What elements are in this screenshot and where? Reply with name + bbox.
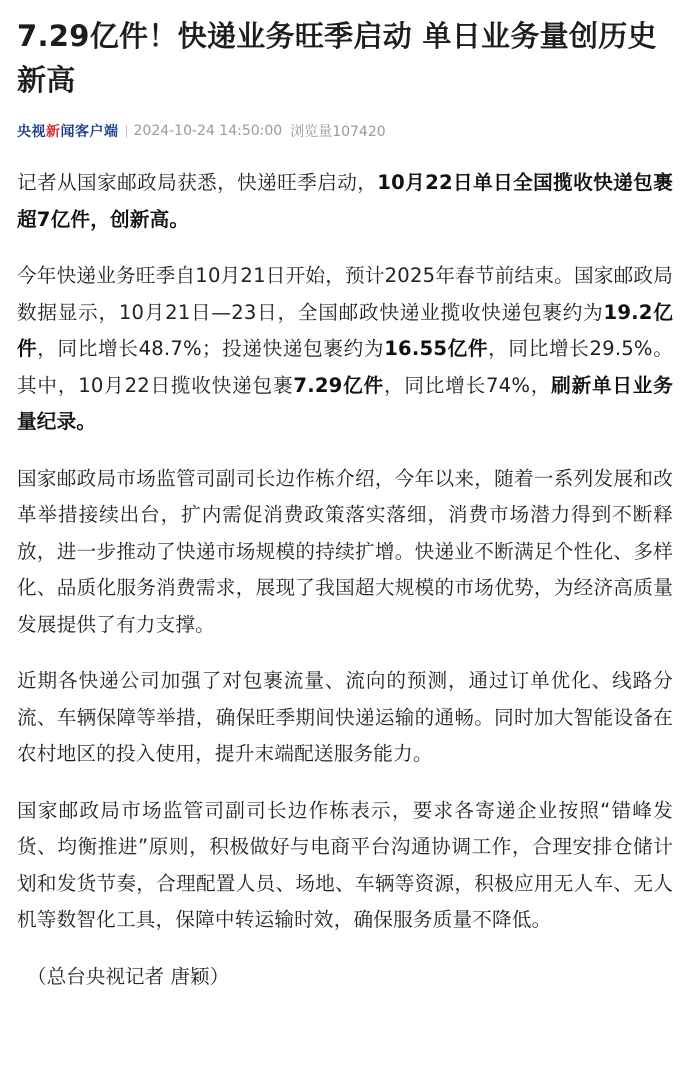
paragraph-bold-text: 19.2亿件 <box>17 300 674 360</box>
paragraph-bold-text: 10月22日单日全国揽收快递包裹超7亿件，创新高。 <box>17 171 673 231</box>
article-paragraph <box>17 165 673 238</box>
article-byline: （总台央视记者 唐颖） <box>27 964 230 988</box>
source-logo-part2: 新 <box>46 124 61 140</box>
paragraph-text: 今年快递业务旺季自10月21日开始，预计2025年春节前结束。国家邮政局数据显示，10月21日—23日，全国邮政快递业揽收快递包裹约为 <box>17 264 673 324</box>
paragraph-text: 国家邮政局市场监管司副司长边作栋介绍，今年以来，随着一系列发展和改革举措接续出台，扩内需促消费政策落实落细，消费市场潜力得到不断释放，进一步推动了快递市场规模的持续扩增。快递业不断满足个性化、多样化、品质化服务消费需求，展现了我国超大规模的市场优势，为经济高质量发展提供了有力支撑。 <box>17 466 673 636</box>
article-paragraph <box>17 461 673 644</box>
paragraph-text: 记者从国家邮政局获悉，快递旺季启动， <box>17 171 378 194</box>
paragraph-text: ，同比增长29.5%。其中，10月22日揽收快递包裹 <box>17 337 673 397</box>
article-body <box>17 165 673 939</box>
publish-datetime: 2024-10-24 14:50:00 <box>133 123 283 139</box>
paragraph-text: ，同比增长74%， <box>383 373 552 397</box>
article-meta <box>17 120 673 142</box>
article-paragraph <box>17 258 673 441</box>
article-title: 7.29亿件！快递业务旺季启动 单日业务量创历史新高 <box>17 19 657 97</box>
article-paragraph <box>17 663 673 773</box>
paragraph-bold-text: 7.29亿件 <box>293 373 384 397</box>
source-logo-part3: 闻客户端 <box>60 124 119 140</box>
meta-divider <box>126 125 127 138</box>
source-logo-part1: 央视 <box>17 124 46 140</box>
source-logo[interactable] <box>17 121 119 141</box>
paragraph-bold-text: 16.55亿件 <box>384 337 489 360</box>
paragraph-text: ，同比增长48.7%；投递快递包裹约为 <box>37 337 385 360</box>
paragraph-text: 近期各快递公司加强了对包裹流量、流向的预测，通过订单优化、线路分流、车辆保障等举措，确保旺季期间快递运输的通畅。同时加大智能设备在农村地区的投入使用，提升末端配送服务能力。 <box>17 669 673 765</box>
view-count: 浏览量107420 <box>290 124 386 140</box>
paragraph-bold-text: 刷新单日业务量纪录。 <box>17 373 674 433</box>
paragraph-text: 国家邮政局市场监管司副司长边作栋表示，要求各寄递企业按照“错峰发货、均衡推进”原则，积极做好与电商平台沟通协调工作，合理安排仓储计划和发货节奏，合理配置人员、场地、车辆等资源，积极应用无人车、无人机等数智化工具，保障中转运输时效，确保服务质量不降低。 <box>17 798 673 931</box>
article-paragraph <box>17 793 673 939</box>
